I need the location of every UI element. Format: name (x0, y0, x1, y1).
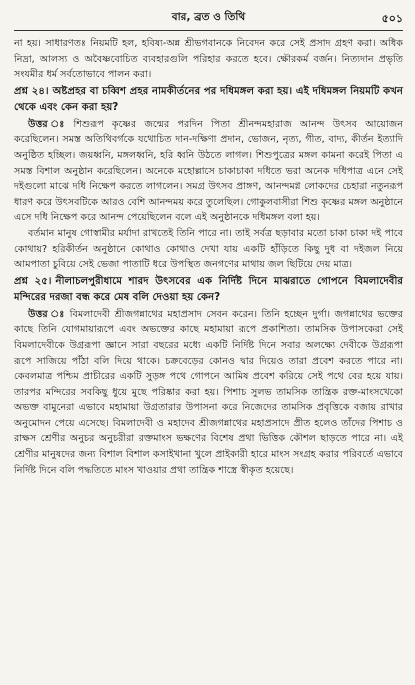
running-title: বার, ব্রত ও তিথি (171, 11, 246, 23)
answer-25 (14, 307, 403, 479)
answer-text: বিমলাদেবী শ্রীজগন্নাথের মহাপ্রসাদ সেবন করেন। তিনি হচ্ছেন দুর্গা। জগন্নাথের ভক্তের কাছে তিনি যোগমায়ারূপে এবং অভক্তের কাছে মহামায়া রূপে প্রকাশিতা। তামসিক উপাসকেরা সেই বিমলাদেবীকে উগ্ররূপা জ্ঞানে সারা বছরের মধ্যে একটি নির্দিষ্ট দিনে সবার অলক্ষ্যে দেবীকে উগ্ররূপা রূপে সাজিয়ে পাঁঠা বলি দিয়ে থাকে। চক্রবেড়ের কোনও দ্বার দিয়েও তারা প্রবেশ করতে পারে না। কেবলমাত্র পশ্চিম প্রাচীরের একটি সুড়ঙ্গ পথে গোপনে আমিষ প্রবেশ করিয়ে সেই পথে বের হয়ে যায়। তারপর মন্দিরের সবকিছু ধুয়ে মুছে পরিষ্কার করা হয়। পিশাচ সুলভ তামসিক তান্ত্রিক রক্ত-মাংসখেকো অভক্ত বামুনেরা এভাবে মহামায়া উগ্রতারার উপাসনা করে নিজেদের তামসিক প্রবৃত্তিকে বজায় রাখার অনুমোদন পেয়ে এসেছে। বিমলাদেবী ও মহাদেব শ্রীজগন্নাথের মহাপ্রসাদে প্রীত হলেও তাঁদের পিশাচ ও রাক্ষস শ্রেণীর অনুচর অনুচরীরা রক্তমাংস ভক্ষণের বিশেষ প্রথা ভিত্তিক কৌশল ছাড়তে পারে না। এই শ্রেণীর মানুষদের জন্য বিশাল বিশাল কসাইখানা খুলে প্রাইকারী হারে মাংস সংগ্রহ করার পরিবর্তে এভাবে নির্দিষ্ট দিনে বলি পদ্ধতিতে মাংস খাওয়ার প্রথা তান্ত্রিক শাস্ত্রে স্বীকৃত হয়েছে। (14, 308, 403, 476)
page-header (14, 8, 403, 28)
question-label: প্রশ্ন ২৪। (14, 85, 49, 97)
question-label: প্রশ্ন ২৫। (14, 275, 52, 287)
answer-text: শিশুরূপ কৃষ্ণের জন্মের পরদিন পিতা শ্রীনন্দমহারাজ আনন্দ উৎসব আয়োজন করেছিলেন। সমস্ত অতিথিবর্গকে যথোচিত দান-দক্ষিণা প্রদান, ভোজন, নৃত্য, গীত, বাদ্য, কীর্তন ইত্যাদি অনুষ্ঠিত হচ্ছিল। জয়ধ্বনি, মঙ্গলধ্বনি, হরি ধ্বনি উঠতে লাগল। শিশুপুত্রের মঙ্গল কামনা করেই পিতা এ সমস্ত বিশাল অনুষ্ঠান করেছিলেন। অনেকে মহোল্লাসে চাকাচাকা দধিতে ভরা অনেক দধিপাত্র এনে সেই দইগুলো মাঝে দধি নিক্ষেপ করতে লাগলেন। সমগ্র উৎসব প্রাঙ্গণ, আনন্দমগ্ন লোকদের চেহারা নতুনরূপ ধারণ করে উৎসবটিকে আরও বেশি আনন্দময় করে তুলেছিল। গোকুলবাসীরা শিশু কৃষ্ণের মঙ্গল অনুষ্ঠানে এসে দধি নিক্ষেপ করে আনন্দ পেয়েছিলেন বলে এই অনুষ্ঠানকে দধিমঙ্গল বলা হয়। (14, 118, 403, 224)
answer-label: উত্তর ঃ (28, 308, 66, 320)
page-content (14, 36, 403, 478)
question-25 (14, 274, 403, 306)
paragraph: না হয়। সাধারণতঃ নিয়মটি হল, হবিষ্য-অন্ন শ্রীভগবানকে নিবেদন করে সেই প্রসাদ গ্রহণ করা। অধিক নিদ্রা, আলস্য ও অবৈষ্ণবোচিত ব্যবহারগুলি পরিহার করতে হবে। ক্ষৌরকর্ম বর্জন। নিত্যদান প্রভৃতি সংযমীর ধর্ম সর্বতোভাবে পালন করা। (14, 38, 403, 81)
question-text: নীলাচলপুরীধামে শারদ উৎসবের এক নির্দিষ্ট দিনে মাঝরাতে গোপনে বিমলাদেবীর মন্দিরের দরজা বন্ধ করে মেষ বলি দেওয়া হয় কেন? (14, 275, 403, 303)
header-rule (14, 30, 403, 31)
answer-24 (14, 117, 403, 226)
answer-label: উত্তর ঃ (28, 118, 70, 130)
question-24 (14, 84, 403, 116)
paragraph: বর্তমান মানুষ গোস্বামীর মর্যাদা রাখতেই তিনি পারে না। তাই সর্বত্র ছড়াবার মতো চাকা চাকা দই পাবে কোথায়? হরিকীর্তন অনুষ্ঠানে কোথাও কোথাও দেখা যায় একটি হাঁড়িতে কিছু দুধ বা দইজল নিয়ে আমপাতা চুবিয়ে সেই ভেজা পাতাটি ধরে উপস্থিত জনগণের মাথায় জল ছিটিয়ে দেয় মাত্র। (14, 227, 403, 271)
question-text: অষ্টপ্রহর বা চব্বিশ প্রহর নামকীর্তনের পর দধিমঙ্গল করা হয়। এই দধিমঙ্গল নিয়মটি কখন থেকে এবং কেন করা হয়? (14, 85, 403, 113)
page-number: ৫০১ (381, 12, 403, 25)
